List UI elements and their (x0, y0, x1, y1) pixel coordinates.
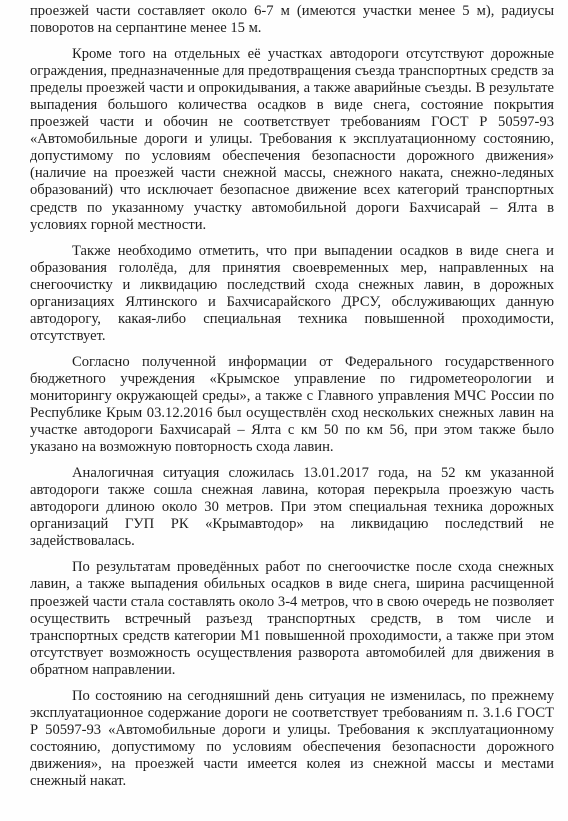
paragraph-spacer (30, 550, 554, 559)
paragraph-continued: проезжей части составляет около 6-7 м (имеются участки менее 5 м), радиусы поворотов на серпантине менее 15 м. (30, 3, 554, 37)
paragraph-avalanche-2017: Аналогичная ситуация сложилась 13.01.2017 года, на 52 км указанной автодороги также сошла снежная лавина, которая перекрыла проезжую часть автодороги длиною около 30 метров. При этом специальная техника дорожных организаций ГУП РК «Крымавтодор» на ликвидацию последствий не задействовалась. (30, 465, 554, 550)
paragraph-spacer (30, 456, 554, 465)
paragraph-spacer (30, 37, 554, 46)
paragraph-snow-clearing: По результатам проведённых работ по снегоочистке после схода снежных лавин, а также выпадения обильных осадков в виде снега, ширина расчищенной проезжей части стала составлять около 3-4 метров, что в свою очередь не позволяет осуществить встречный разъезд транспортных средств, в том числе и транспортных средств категории М1 повышенной проходимости, а также при этом отсутствует возможность осуществления разворота автомобилей для движения в обратном направлении. (30, 559, 554, 678)
paragraph-road-barriers: Кроме того на отдельных её участках автодороги отсутствуют дорожные ограждения, предназначенные для предотвращения съезда транспортных средств за пределы проезжей части и опрокидывания, а также аварийные съезды. В результате выпадения большого количества осадков в виде снега, состояние покрытия проезжей части и обочин не соответствует требованиям ГОСТ Р 50597-93 «Автомобильные дороги и улицы. Требования к эксплуатационному состоянию, допустимому по условиям обеспечения безопасности дорожного движения» (наличие на проезжей части снежной массы, снежного наката, снежно-ледяных образований) что исключает безопасное движение всех категорий транспортных средств по указанному участку автомобильной дороги Бахчисарай – Ялта в условиях горной местности. (30, 46, 554, 233)
paragraph-equipment: Также необходимо отметить, что при выпадении осадков в виде снега и образования гололёда, для принятия своевременных мер, направленных на снегоочистку и ликвидацию последствий схода снежных лавин, в дорожных организациях Ялтинского и Бахчисарайского ДРСУ, обслуживающих данную автодорогу, какая-либо специальная техника повышенной проходимости, отсутствует. (30, 242, 554, 344)
paragraph-spacer (30, 234, 554, 243)
paragraph-spacer (30, 345, 554, 354)
paragraph-current-state: По состоянию на сегодняшний день ситуация не изменилась, по прежнему эксплуатационное содержание дороги не соответствует требованиям п. 3.1.6 ГОСТ Р 50597-93 «Автомобильные дороги и улицы. Требования к эксплуатационному состоянию, допустимому по условиям обеспечения безопасности дорожного движения», на проезжей части имеется колея из снежной массы и местами снежный накат. (30, 687, 554, 789)
paragraph-spacer (30, 679, 554, 688)
paragraph-avalanche-2016: Согласно полученной информации от Федерального государственного бюджетного учреждения «Крымское управление по гидрометеорологии и мониторингу окружающей среды», а также с Главного управления МЧС России по Республике Крым 03.12.2016 был осуществлён сход нескольких снежных лавин на участке автодороги Бахчисарай – Ялта с км 50 по км 56, при этом также было указано на возможную повторность схода лавин. (30, 353, 554, 456)
